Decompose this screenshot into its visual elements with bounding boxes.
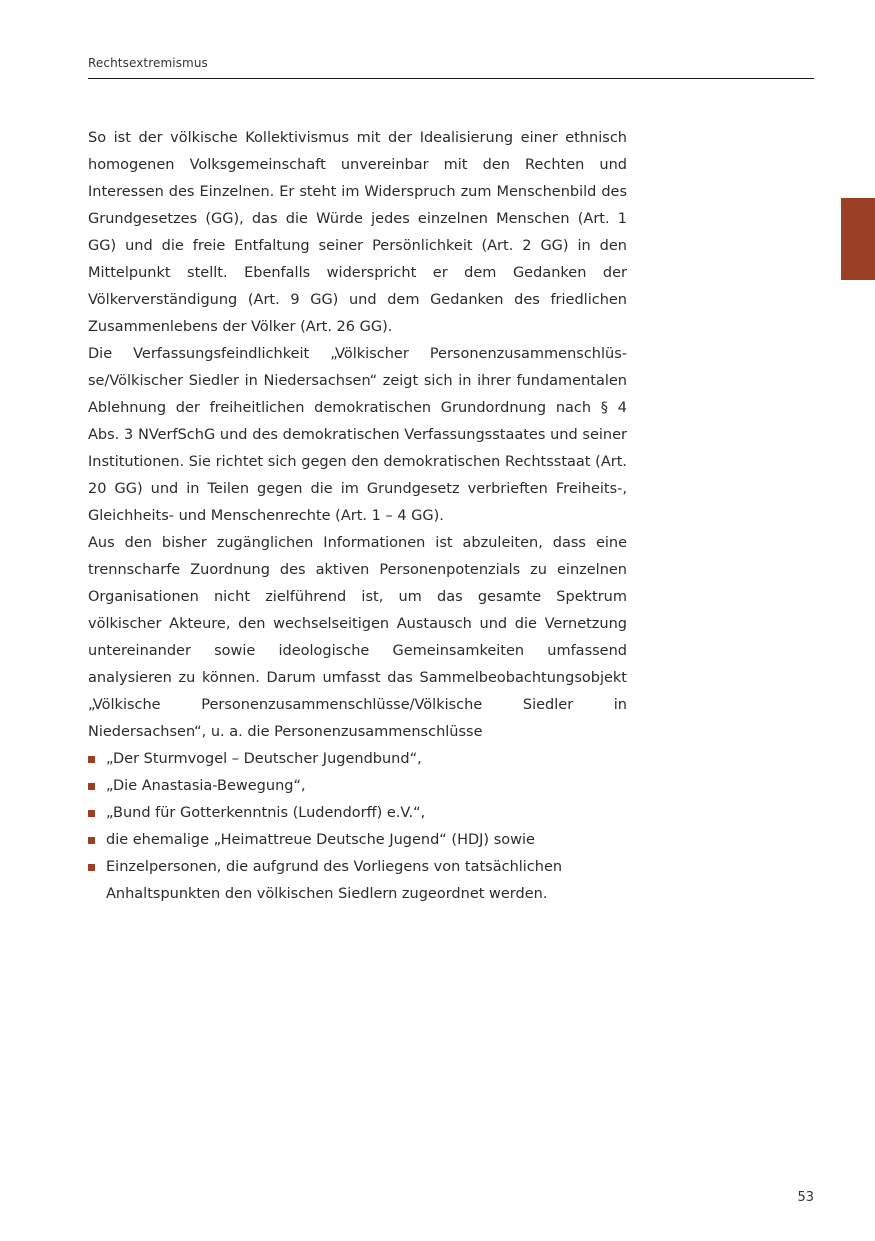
paragraph: So ist der völkische Kollektivismus mit der Idealisierung einer ethnisch homogenen Volksgemeinschaft unvereinbar mit den Rechten und Interessen des Einzelnen. Er steht im Widerspruch zum Menschenbild des Grundgesetzes (GG), das die Würde jedes einzelnen Menschen (Art. 1 GG) und die freie Entfaltung seiner Persönlichkeit (Art. 2 GG) in den Mittelpunkt stellt. Ebenfalls widerspricht er dem Gedanken der Völkerverständigung (Art. 9 GG) und dem Gedanken des friedlichen Zusammenlebens der Völker (Art. 26 GG).: [88, 130, 627, 335]
square-bullet-icon: [88, 837, 95, 844]
list-item: [88, 773, 627, 800]
running-header: Rechtsextremismus: [88, 56, 208, 70]
chapter-tab-marker: [841, 198, 875, 280]
square-bullet-icon: [88, 810, 95, 817]
square-bullet-icon: [88, 783, 95, 790]
list-item: [88, 800, 627, 827]
list-item-text: die ehemalige „Heimattreue Deutsche Jugend“ (HDJ) sowie: [106, 832, 535, 848]
paragraph: Aus den bisher zugänglichen Informationen ist abzuleiten, dass eine trennscharfe Zuordnung des aktiven Personenpotenzials zu einzelnen Organisationen nicht zielführend ist, um das gesamte Spektrum völkischer Akteure, den wechselseitigen Austausch und die Vernetzung untereinander sowie ideologische Gemeinsamkeiten umfassend analysieren zu können. Darum umfasst das Sammelbeobachtungsobjekt „Völkische Personenzusammenschlüsse/Völkische Siedler in Niedersachsen“, u. a. die Personenzusammenschlüsse: [88, 535, 627, 740]
list-item: [88, 827, 627, 854]
header-divider: [88, 78, 814, 79]
square-bullet-icon: [88, 756, 95, 763]
list-item: [88, 854, 627, 908]
list-item-text: „Bund für Gotterkenntnis (Ludendorff) e.V.“,: [106, 805, 426, 821]
bullet-list: [88, 746, 627, 908]
list-item-text: „Die Anastasia-Bewegung“,: [106, 778, 306, 794]
list-item-text: „Der Sturmvogel – Deutscher Jugendbund“,: [106, 751, 422, 767]
list-item: [88, 746, 627, 773]
page-number: 53: [797, 1190, 814, 1205]
list-item-text: Einzelpersonen, die aufgrund des Vorliegens von tatsächlichen Anhaltspunkten den völkischen Siedlern zugeordnet werden.: [106, 859, 563, 902]
square-bullet-icon: [88, 864, 95, 871]
paragraph: Die Verfassungsfeindlichkeit „Völkischer Personenzusammenschlüsse/Völkischer Siedler in Niedersachsen“ zeigt sich in ihrer fundamentalen Ablehnung der freiheitlichen demokratischen Grundordnung nach § 4 Abs. 3 NVerfSchG und des demokratischen Verfassungsstaates und seiner Institutionen. Sie richtet sich gegen den demokratischen Rechtsstaat (Art. 20 GG) und in Teilen gegen die im Grundgesetz verbrieften Freiheits-, Gleichheits- und Menschenrechte (Art. 1 – 4 GG).: [88, 346, 627, 524]
main-text: [88, 125, 627, 908]
